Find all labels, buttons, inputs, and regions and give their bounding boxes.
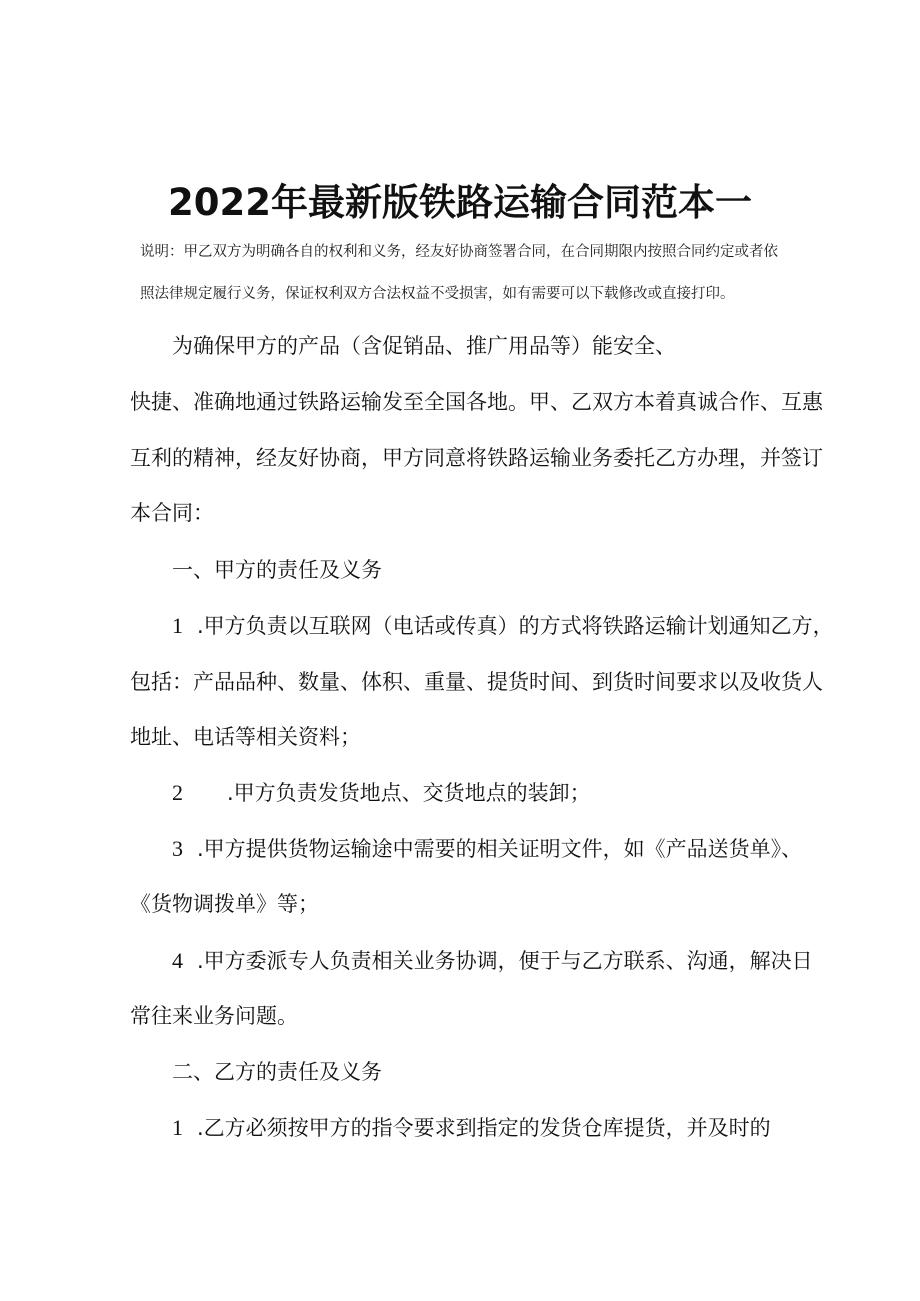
item-text: .甲方提供货物运输途中需要的相关证明文件，如《产品送货单》、	[197, 837, 803, 861]
item-number: 1	[172, 613, 183, 638]
item-text: .甲方负责发货地点、交货地点的装卸；	[227, 781, 591, 805]
list-item	[172, 833, 802, 863]
intro-line: 本合同：	[130, 501, 214, 525]
list-item	[172, 610, 834, 640]
item-number: 2	[172, 780, 183, 805]
note-line: 说明：甲乙双方为明确各自的权利和义务，经友好协商签署合同，在合同期限内按照合同约定或者依	[140, 244, 778, 260]
list-item	[172, 1112, 771, 1142]
item-text-line: 常往来业务问题。	[130, 1004, 298, 1028]
list-item	[172, 945, 813, 975]
document-title: 2022年最新版铁路运输合同范本一	[168, 181, 752, 224]
item-number: 4	[172, 948, 183, 973]
intro-line: 快捷、准确地通过铁路运输发至全国各地。甲、乙双方本着真诚合作、互惠	[130, 390, 823, 414]
section-heading: 二、乙方的责任及义务	[172, 1060, 382, 1084]
note-line: 照法律规定履行义务，保证权利双方合法权益不受损害，如有需要可以下载修改或直接打印。	[140, 286, 735, 302]
item-text-line: 《货物调拨单》等；	[130, 892, 319, 916]
list-item	[172, 777, 591, 807]
item-number: 1	[172, 1115, 183, 1140]
item-text-line: 包括：产品品种、数量、体积、重量、提货时间、到货时间要求以及收货人	[130, 670, 823, 694]
section-heading: 一、甲方的责任及义务	[172, 558, 382, 582]
item-text: .甲方负责以互联网（电话或传真）的方式将铁路运输计划通知乙方，	[197, 614, 834, 638]
item-text: .甲方委派专人负责相关业务协调，便于与乙方联系、沟通，解决日	[197, 949, 813, 973]
intro-line: 为确保甲方的产品（含促销品、推广用品等）能安全、	[172, 334, 676, 358]
item-text-line: 地址、电话等相关资料；	[130, 725, 361, 749]
intro-line: 互利的精神，经友好协商，甲方同意将铁路运输业务委托乙方办理，并签订	[130, 446, 823, 470]
item-number: 3	[172, 836, 183, 861]
item-text: .乙方必须按甲方的指令要求到指定的发货仓库提货，并及时的	[197, 1116, 771, 1140]
